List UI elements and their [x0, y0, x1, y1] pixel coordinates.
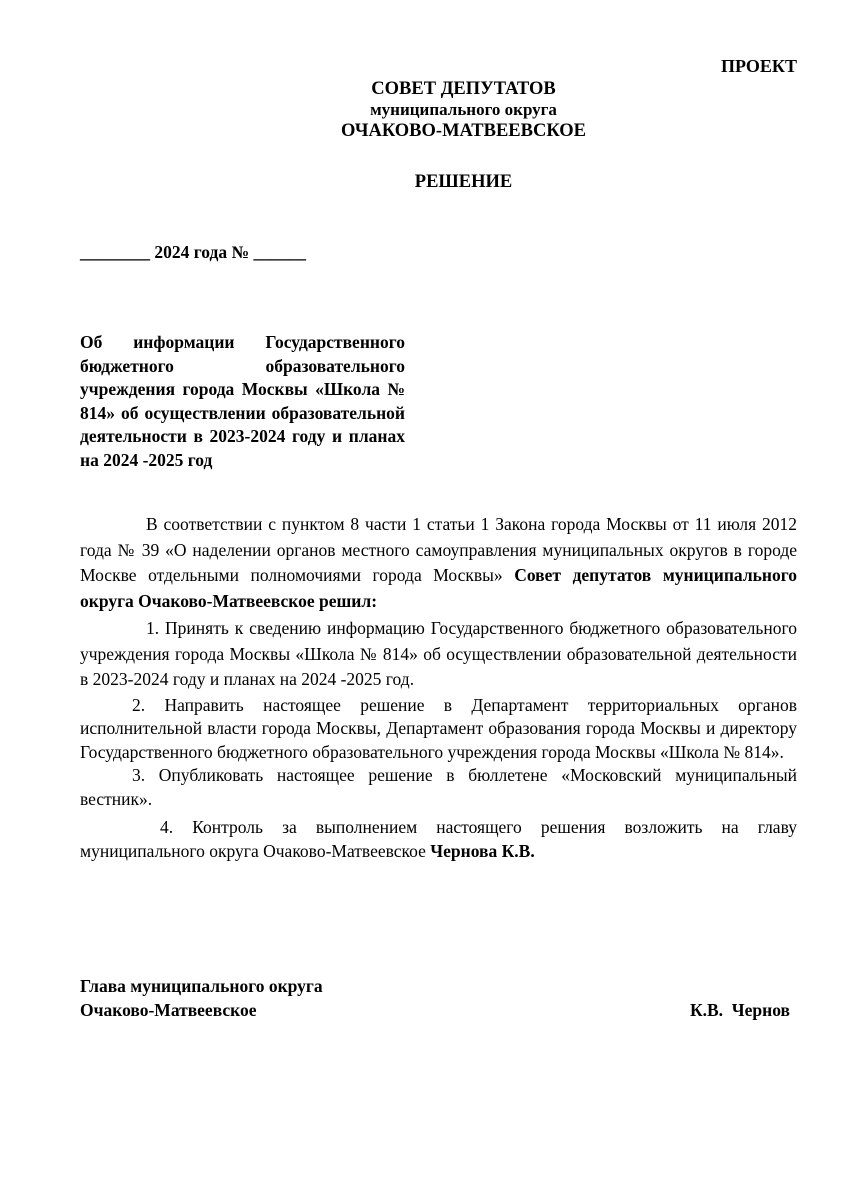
council-name: СОВЕТ ДЕПУТАТОВ	[371, 79, 556, 99]
decision-item-1: 1. Принять к сведению информацию Государственного бюджетного образовательного учреждения города Москвы «Школа № 814» об осуществлении образовательной деятельности в 2023-2024 году и планах на 2024 -2025 год.	[80, 618, 797, 689]
preamble-text: В соответствии с пунктом 8 части 1 статьи 1 Закона города Москвы от 11 июля 2012 года № 39 «О наделении органов местного самоуправления муниципальных округов в городе Москве отдельными полномочиями города Москвы»	[80, 514, 797, 585]
decision-item-4-text: 4. Контроль за выполнением настоящего решения возложить на главу муниципального округа Очаково-Матвеевское	[80, 817, 797, 861]
decision-item-2: 2. Направить настоящее решение в Департамент территориальных органов исполнительной власти города Москвы, Департамент образования города Москвы и директору Государственного бюджетного образовательного учреждения города Москвы «Школа № 814».	[80, 694, 797, 762]
preamble-paragraph	[80, 512, 797, 614]
decision-item-3: 3. Опубликовать настоящее решение в бюллетене «Московский муниципальный вестник».	[80, 765, 797, 809]
signatory-title-line-2: Очаково-Матвеевское	[80, 999, 257, 1020]
date-number-line: ________ 2024 года № ______	[80, 242, 306, 262]
signatory-name: К.В. Чернов	[689, 999, 790, 1020]
document-header	[0, 78, 849, 143]
responsible-person: Чернова К.В.	[430, 840, 535, 861]
decision-item-4	[80, 816, 797, 863]
decision-subject: Об информации Государственного бюджетного образовательного учреждения города Москвы «Школа № 814» об осуществлении образовательной деятельности в 2023-2024 году и планах на 2024 -2025 год	[80, 332, 405, 470]
signature-row	[80, 999, 790, 1023]
municipal-label: муниципального округа	[370, 100, 557, 119]
decision-title: РЕШЕНИЕ	[414, 172, 513, 192]
draft-mark: ПРОЕКТ	[721, 56, 797, 76]
signature-block	[80, 975, 790, 1022]
district-name: ОЧАКОВО-МАТВЕЕВСКОЕ	[340, 121, 587, 141]
preamble-resolution: Совет депутатов муниципального округа Очаково-Матвеевское решил:	[80, 565, 797, 611]
signatory-title-line-1: Глава муниципального округа	[80, 976, 323, 996]
decision-body	[80, 512, 797, 863]
